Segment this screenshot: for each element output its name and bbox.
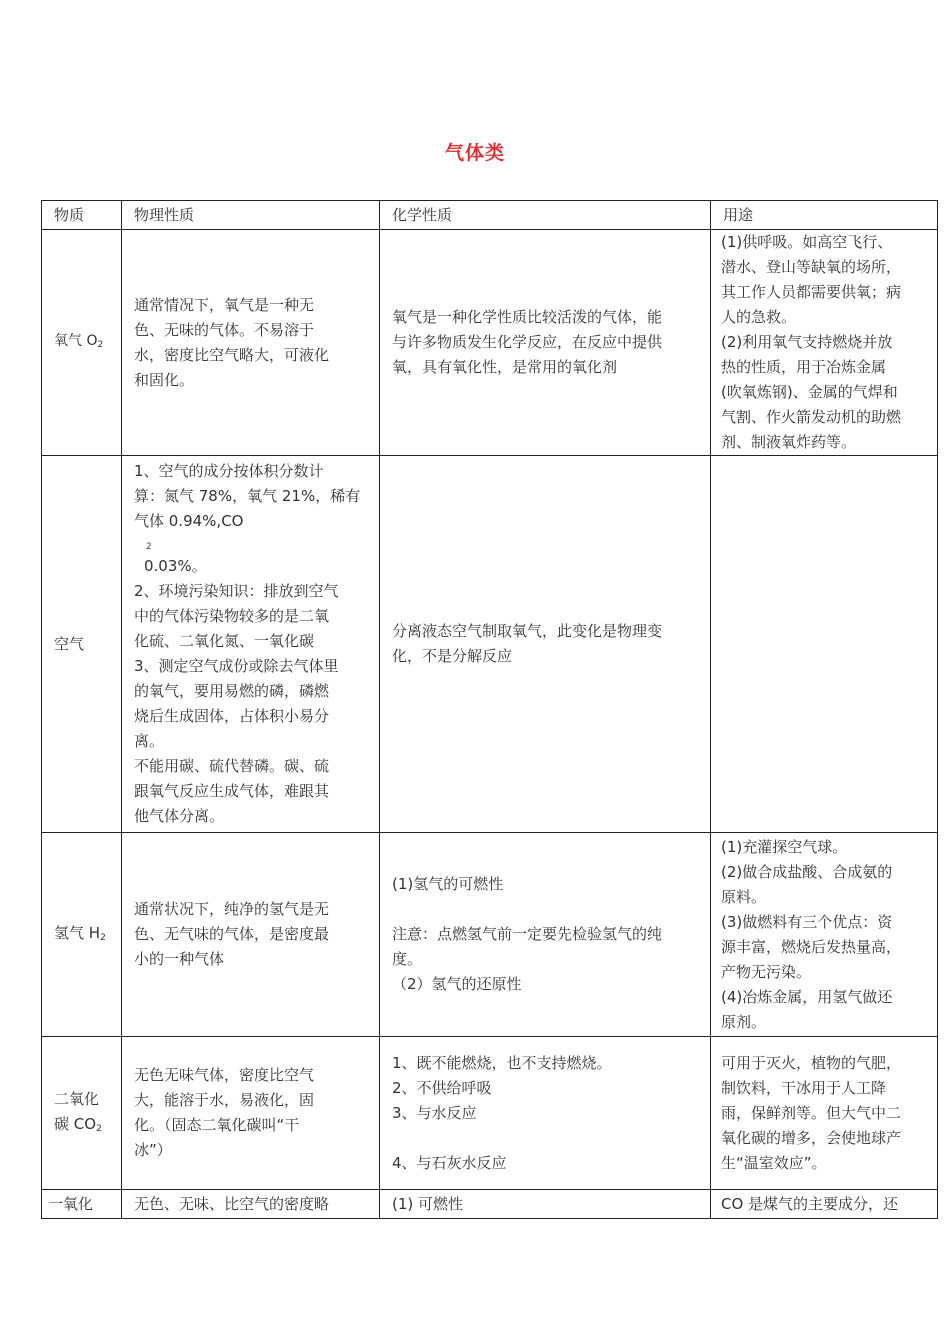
text-line: 水，密度比空气略大，可液化 xyxy=(134,345,330,364)
chemical-cell xyxy=(380,230,711,456)
text-line: 他气体分离。 xyxy=(134,807,225,825)
substance-name-line: 碳 CO xyxy=(54,1114,97,1133)
substance-cell: 一氧化 xyxy=(42,1190,122,1219)
text-line: 3、与水反应 xyxy=(392,1103,477,1122)
physical-cell xyxy=(122,230,380,456)
chemical-cell xyxy=(380,456,711,833)
use-cell: CO 是煤气的主要成分，还 xyxy=(711,1190,938,1219)
text-line: 度。 xyxy=(392,950,423,968)
text-line: 烧后生成固体，占体积小易分 xyxy=(134,707,330,725)
physical-cell: 无色、无味、比空气的密度略 xyxy=(122,1190,380,1219)
text-line: 气割、作火箭发动机的助燃 xyxy=(721,408,902,426)
text-line: 通常情况下，氧气是一种无 xyxy=(134,295,315,314)
text-line: (1)供呼吸。如高空飞行、 xyxy=(721,233,893,251)
text-line: （2）氢气的还原性 xyxy=(392,975,522,993)
chemical-cell xyxy=(380,833,711,1037)
text-line: 热的性质，用于冶炼金属 xyxy=(721,358,887,376)
text-line: 产物无污染。 xyxy=(721,962,812,981)
substance-name: 氧气 O xyxy=(54,333,98,349)
substance-name: 氢气 H xyxy=(54,923,101,942)
text-line: 算：氮气 78%，氧气 21%，稀有 xyxy=(134,487,361,505)
gas-properties-table xyxy=(41,200,938,1219)
text-line: 原剂。 xyxy=(721,1012,767,1031)
text-line: (4)冶炼金属，用氢气做还 xyxy=(721,987,893,1006)
text-line: 潜水、登山等缺氧的场所， xyxy=(721,258,902,276)
text-line: 3、测定空气成份或除去气体里 xyxy=(134,657,339,675)
header-chemical: 化学性质 xyxy=(380,201,711,230)
text-line: 人的急救。 xyxy=(721,308,797,326)
text-line: 大，能溶于水，易液化，固 xyxy=(134,1091,315,1109)
text-line: 生“温室效应”。 xyxy=(721,1153,827,1172)
table-row-oxygen xyxy=(42,230,938,456)
substance-cell xyxy=(42,230,122,456)
text-line: 氧气是一种化学性质比较活泼的气体，能 xyxy=(392,308,663,326)
chemical-cell xyxy=(380,1037,711,1190)
use-cell xyxy=(711,456,938,833)
text-line: (3)做燃料有三个优点：资 xyxy=(721,912,893,931)
text-line: 与许多物质发生化学反应，在反应中提供 xyxy=(392,333,663,351)
text-line: 氧化碳的增多，会使地球产 xyxy=(721,1128,902,1147)
text-line: 跟氧气反应生成气体，难跟其 xyxy=(134,782,330,800)
substance-subscript: 2 xyxy=(100,932,106,943)
text-line: 氧，具有氧化性，是常用的氧化剂 xyxy=(392,358,618,376)
substance-subscript: 2 xyxy=(97,340,104,350)
text-line: 2、不供给呼吸 xyxy=(392,1078,492,1097)
text-line: 色、无气味的气体，是密度最 xyxy=(134,925,330,943)
text-line: 色、无味的气体。不易溶于 xyxy=(134,320,315,339)
use-cell xyxy=(711,833,938,1037)
text-line: 不能用碳、硫代替磷。碳、硫 xyxy=(134,757,330,775)
text-line: 剂、制液氧炸药等。 xyxy=(721,433,857,451)
text-line: 小的一种气体 xyxy=(134,950,225,968)
text-line: (2)做合成盐酸、合成氨的 xyxy=(721,862,893,881)
substance-name: 二氧化 xyxy=(54,1089,100,1108)
substance-cell xyxy=(42,833,122,1037)
text-line: 和固化。 xyxy=(134,370,195,389)
text-line: 雨，保鲜剂等。但大气中二 xyxy=(721,1103,902,1122)
text-line: 化。（固态二氧化碳叫“干 xyxy=(134,1116,300,1134)
text-line: 可用于灭火，植物的气肥， xyxy=(721,1053,902,1072)
use-cell xyxy=(711,230,938,456)
text-line: (2)利用氧气支持燃烧并放 xyxy=(721,333,893,351)
text-line: 气体 0.94%,CO xyxy=(134,512,244,530)
text-line: 冰”） xyxy=(134,1141,172,1159)
text-line: 离。 xyxy=(134,732,165,750)
header-physical: 物理性质 xyxy=(122,201,380,230)
physical-cell xyxy=(122,1037,380,1190)
text-line: 源丰富，燃烧后发热量高， xyxy=(721,937,902,956)
table-row-hydrogen xyxy=(42,833,938,1037)
substance-subscript: 2 xyxy=(96,1123,102,1134)
use-cell xyxy=(711,1037,938,1190)
substance-cell xyxy=(42,456,122,833)
table-header-row xyxy=(42,201,938,230)
text-line: 1、空气的成分按体积分数计 xyxy=(134,462,324,480)
text-line: 的氧气，要用易燃的磷，磷燃 xyxy=(134,682,330,700)
physical-cell xyxy=(122,456,380,833)
text-line: (1)充灌探空气球。 xyxy=(721,837,848,856)
text-line: 原料。 xyxy=(721,887,767,906)
table-row-carbon-dioxide xyxy=(42,1037,938,1190)
text-line: 其工作人员都需要供氧；病 xyxy=(721,283,902,301)
subscript-line: 2 xyxy=(146,542,152,552)
text-line: 化，不是分解反应 xyxy=(392,647,513,665)
substance-name: 空气 xyxy=(54,634,85,653)
text-line: 通常状况下，纯净的氢气是无 xyxy=(134,900,330,918)
text-line: 化硫、二氧化氮、一氧化碳 xyxy=(134,632,315,650)
header-substance: 物质 xyxy=(42,201,122,230)
text-line: 中的气体污染物较多的是二氧 xyxy=(134,607,330,625)
page-title: 气体类 xyxy=(444,142,505,164)
substance-cell xyxy=(42,1037,122,1190)
text-line: 注意：点燃氢气前一定要先检验氢气的纯 xyxy=(392,925,663,943)
text-line: 4、与石灰水反应 xyxy=(392,1153,507,1172)
text-line: 2、环境污染知识：排放到空气 xyxy=(134,582,339,600)
physical-cell xyxy=(122,833,380,1037)
table-row-air xyxy=(42,456,938,833)
text-line: 制饮料，干冰用于人工降 xyxy=(721,1078,887,1097)
text-line: 1、既不能燃烧，也不支持燃烧。 xyxy=(392,1053,612,1072)
text-line: (1)氢气的可燃性 xyxy=(392,875,504,893)
substance-name xyxy=(54,1112,109,1140)
text-line: (吹氧炼钢)、金属的气焊和 xyxy=(721,383,898,401)
table-row-carbon-monoxide xyxy=(42,1190,938,1219)
text-line: 分离液态空气制取氧气，此变化是物理变 xyxy=(392,622,663,640)
text-line: 0.03%。 xyxy=(144,557,207,575)
chemical-cell: (1) 可燃性 xyxy=(380,1190,711,1219)
text-line: 无色无味气体，密度比空气 xyxy=(134,1066,315,1084)
header-use: 用途 xyxy=(711,201,938,230)
